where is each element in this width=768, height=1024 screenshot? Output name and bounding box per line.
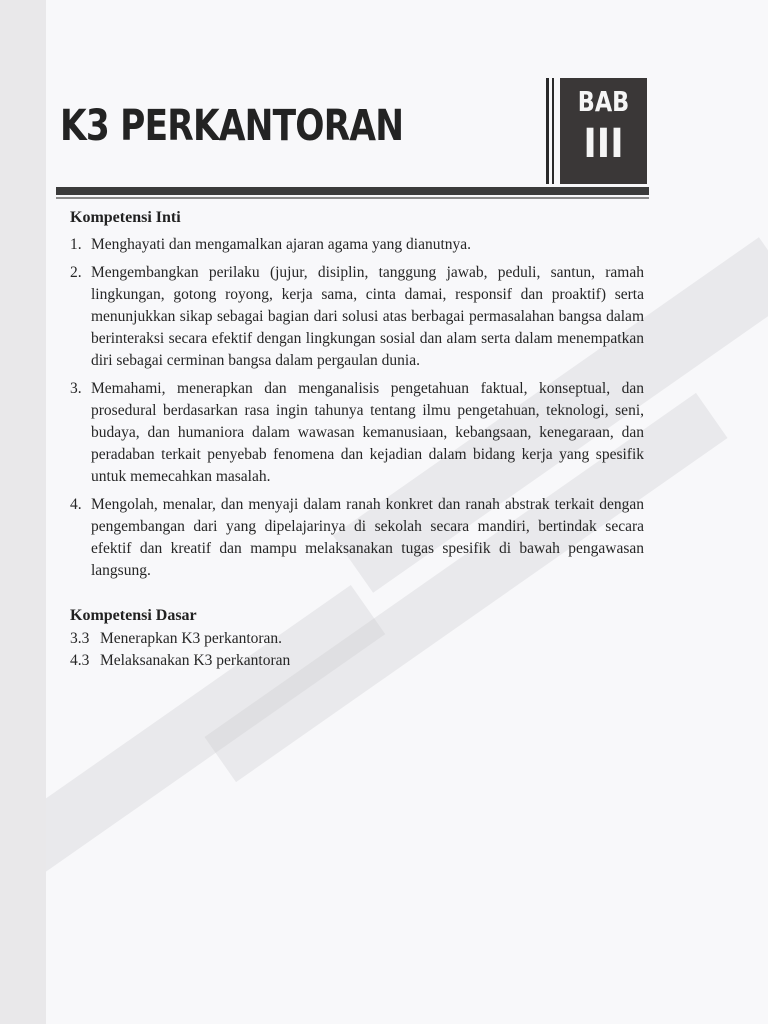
list-item: [70, 262, 644, 372]
list-item-text: Memahami, menerapkan dan menganalisis pengetahuan faktual, konseptual, dan prosedural berdasarkan rasa ingin tahunya tentang ilmu pengetahuan, teknologi, seni, budaya, dan humaniora dalam wawasan kemanusiaan, kebangsaan, kenegaraan, dan peradaban terkait penyebab fenomena dan kejadian dalam bidang kerja yang spesifik untuk memecahkan masalah.: [91, 380, 644, 485]
list-item-number: 2.: [70, 264, 82, 281]
list-item-number: 4.3: [70, 652, 90, 669]
kompetensi-dasar-heading: Kompetensi Dasar: [70, 607, 197, 624]
list-item-text: Melaksanakan K3 perkantoran: [100, 652, 291, 669]
kompetensi-inti-heading: Kompetensi Inti: [70, 209, 181, 226]
list-item-text: Mengembangkan perilaku (jujur, disiplin, tanggung jawab, peduli, santun, ramah lingkungan, gotong royong, kerja sama, cinta damai, responsif dan proaktif) serta menunjukkan sikap sebagai bagian dari solusi atas berbagai permasalahan bangsa dalam berinteraksi secara efektif dengan lingkungan sosial dan alam serta dalam menempatkan diri sebagai cerminan bangsa dalam pergaulan dunia.: [91, 264, 644, 369]
chapter-badge-number: III: [583, 121, 624, 167]
list-item-text: Menghayati dan mengamalkan ajaran agama yang dianutnya.: [91, 236, 472, 253]
chapter-badge-rule: [546, 78, 549, 184]
list-item: [70, 628, 290, 650]
chapter-badge-rule: [552, 78, 554, 184]
kompetensi-inti-list: [70, 234, 644, 588]
list-item-text: Menerapkan K3 perkantoran.: [100, 630, 283, 647]
list-item-number: 3.3: [70, 630, 90, 647]
list-item: [70, 378, 644, 488]
chapter-badge-label: BAB: [577, 85, 630, 118]
chapter-badge: [560, 78, 647, 184]
list-item-number: 1.: [70, 236, 82, 253]
list-item-text: Mengolah, menalar, dan menyaji dalam ranah konkret dan ranah abstrak terkait dengan pengembangan dari yang dipelajarinya di sekolah secara mandiri, bertindak secara efektif dan kreatif dan mampu melaksanakan tugas spesifik di bawah pengawasan langsung.: [91, 496, 644, 579]
list-item-number: 4.: [70, 496, 82, 513]
list-item-number: 3.: [70, 380, 82, 397]
title-divider: [56, 187, 649, 195]
list-item: [70, 234, 644, 256]
kompetensi-dasar-list: [70, 628, 290, 672]
list-item: [70, 650, 290, 672]
chapter-title: K3 PERKANTORAN: [60, 101, 404, 151]
title-divider: [56, 197, 649, 199]
list-item: [70, 494, 644, 582]
book-page: [46, 0, 768, 1024]
